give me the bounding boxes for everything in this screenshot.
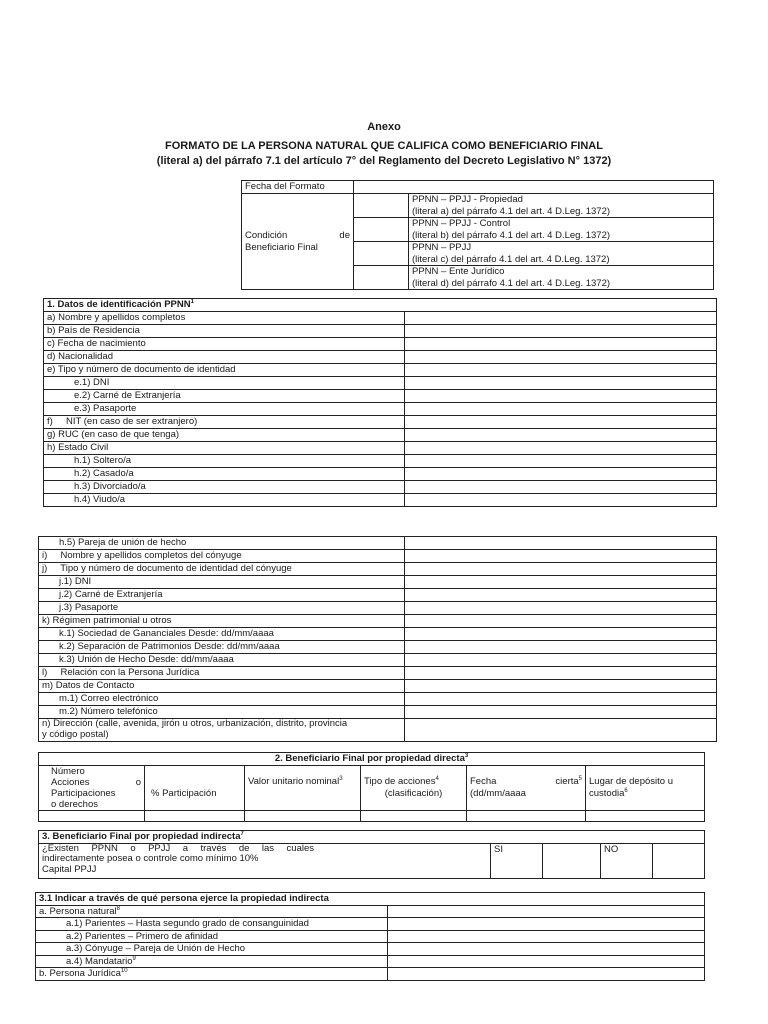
row-label: j.2) Carné de Extranjería (39, 589, 405, 602)
option-checkbox[interactable] (354, 194, 409, 218)
row-field[interactable] (405, 537, 717, 550)
row-label: b. Persona Jurídica$^{10}$ (36, 968, 388, 981)
row-label: m.1) Correo electrónico (39, 693, 405, 706)
row-field[interactable] (388, 905, 705, 918)
row-field[interactable] (388, 955, 705, 968)
row-field[interactable] (405, 680, 717, 693)
row-field[interactable] (405, 390, 717, 403)
row-label: k) Régimen patrimonial u otros (39, 615, 405, 628)
option-ppnn-ppjj: PPNN – PPJJ (literal c) del párrafo 4.1 del art. 4 D.Leg. 1372) (409, 242, 714, 266)
row-label: e.2) Carné de Extranjería (44, 390, 405, 403)
data-cell[interactable] (245, 811, 361, 822)
row-field[interactable] (388, 918, 705, 931)
row-field[interactable] (405, 377, 717, 390)
section1b-table (38, 536, 717, 742)
row-field[interactable] (405, 351, 717, 364)
row-label: e.1) DNI (44, 377, 405, 390)
option-control: PPNN – PPJJ - Control (literal b) del párrafo 4.1 del art. 4 D.Leg. 1372) (409, 218, 714, 242)
data-cell[interactable] (39, 811, 145, 822)
row-field[interactable] (405, 494, 717, 507)
row-label: m) Datos de Contacto (39, 680, 405, 693)
row-field[interactable] (405, 654, 717, 667)
indirect-question: ¿Existen PPNN o PPJJ a través de las cuales indirectamente posea o controle como mínimo 10% Capital PPJJ (39, 843, 491, 878)
row-field[interactable] (405, 403, 717, 416)
row-label: k.2) Separación de Patrimonios Desde: dd/mm/aaaa (39, 641, 405, 654)
row-label: c) Fecha de nacimiento (44, 338, 405, 351)
row-label: h.4) Viudo/a (44, 494, 405, 507)
data-cell[interactable] (467, 811, 586, 822)
row-field[interactable] (388, 968, 705, 981)
annex-heading: Anexo (367, 121, 401, 133)
row-label: h.2) Casado/a (44, 468, 405, 481)
section3-table (38, 830, 705, 879)
form-subtitle: (literal a) del párrafo 7.1 del artículo 7° del Reglamento del Decreto Legislativo N° 1372) (156, 155, 612, 167)
row-label: e) Tipo y número de documento de identidad (44, 364, 405, 377)
section1-table (43, 298, 717, 507)
row-label: m.2) Número telefónico (39, 706, 405, 719)
section1-title: 1. Datos de identificación PPNN$^1$ (44, 299, 717, 312)
no-label: NO (601, 843, 653, 878)
row-field[interactable] (405, 364, 717, 377)
row-field[interactable] (405, 576, 717, 589)
row-field[interactable] (388, 943, 705, 956)
row-field[interactable] (388, 930, 705, 943)
row-field[interactable] (405, 550, 717, 563)
row-label: b) País de Residencia (44, 325, 405, 338)
row-label: a.2) Parientes – Primero de afinidad (36, 930, 388, 943)
col-fecha-cierta: Fecha cierta$^5$ (dd/mm/aaaa (467, 766, 586, 811)
row-field[interactable] (405, 468, 717, 481)
no-checkbox[interactable] (653, 843, 705, 878)
row-field[interactable] (405, 719, 717, 742)
row-field[interactable] (405, 325, 717, 338)
row-label: d) Nacionalidad (44, 351, 405, 364)
row-field[interactable] (405, 667, 717, 680)
row-label: i) Nombre y apellidos completos del cónyuge (39, 550, 405, 563)
row-label: a.1) Parientes – Hasta segundo grado de consanguinidad (36, 918, 388, 931)
section31-table (35, 892, 705, 981)
row-label: a. Persona natural$^8$ (36, 905, 388, 918)
row-field[interactable] (405, 416, 717, 429)
section3-title: 3. Beneficiario Final por propiedad indirecta$^7$ (39, 831, 705, 844)
row-label: h.5) Pareja de unión de hecho (39, 537, 405, 550)
row-label: g) RUC (en caso de que tenga) (44, 429, 405, 442)
row-field[interactable] (405, 429, 717, 442)
row-label: k.3) Unión de Hecho Desde: dd/mm/aaaa (39, 654, 405, 667)
row-field[interactable] (405, 602, 717, 615)
row-field[interactable] (405, 693, 717, 706)
col-tipo-acciones: Tipo de acciones$^4$ (clasificación) (361, 766, 467, 811)
row-label: a.4) Mandatario$^9$ (36, 955, 388, 968)
condicion-label: Condición de Beneficiario Final (242, 194, 354, 290)
row-field[interactable] (405, 589, 717, 602)
row-label: h.3) Divorciado/a (44, 481, 405, 494)
row-label: j.3) Pasaporte (39, 602, 405, 615)
direccion-label: n) Dirección (calle, avenida, jirón u otros, urbanización, distrito, provincia y código postal) (39, 719, 405, 742)
fecha-label: Fecha del Formato (242, 181, 354, 194)
si-label: SI (491, 843, 543, 878)
row-label: h.1) Soltero/a (44, 455, 405, 468)
row-field[interactable] (405, 706, 717, 719)
row-field[interactable] (405, 442, 717, 455)
si-checkbox[interactable] (543, 843, 601, 878)
row-label: j) Tipo y número de documento de identidad del cónyuge (39, 563, 405, 576)
form-title: FORMATO DE LA PERSONA NATURAL QUE CALIFICA COMO BENEFICIARIO FINAL (165, 140, 603, 152)
row-label: f) NIT (en caso de ser extranjero) (44, 416, 405, 429)
col-lugar-deposito: Lugar de depósito u custodia$^6$ (586, 766, 705, 811)
data-cell[interactable] (586, 811, 705, 822)
option-checkbox[interactable] (354, 218, 409, 242)
data-cell[interactable] (145, 811, 245, 822)
section2-table (38, 752, 705, 822)
row-label: j.1) DNI (39, 576, 405, 589)
fecha-field[interactable] (354, 181, 714, 194)
format-table (241, 180, 714, 290)
col-participacion: % Participación (145, 766, 245, 811)
row-label: l) Relación con la Persona Jurídica (39, 667, 405, 680)
col-valor-unitario: Valor unitario nominal$^3$ (245, 766, 361, 811)
row-field[interactable] (405, 455, 717, 468)
row-field[interactable] (405, 481, 717, 494)
row-field[interactable] (405, 338, 717, 351)
row-field[interactable] (405, 641, 717, 654)
option-checkbox[interactable] (354, 266, 409, 290)
section2-title: 2. Beneficiario Final por propiedad directa$^3$ (39, 753, 705, 766)
row-label: h) Estado Civil (44, 442, 405, 455)
row-field[interactable] (405, 312, 717, 325)
option-propiedad: PPNN – PPJJ - Propiedad (literal a) del párrafo 4.1 del art. 4 D.Leg. 1372) (409, 194, 714, 218)
row-label: k.1) Sociedad de Gananciales Desde: dd/mm/aaaa (39, 628, 405, 641)
row-field[interactable] (405, 628, 717, 641)
row-field[interactable] (405, 563, 717, 576)
row-field[interactable] (405, 615, 717, 628)
data-cell[interactable] (361, 811, 467, 822)
option-checkbox[interactable] (354, 242, 409, 266)
option-ente-juridico: PPNN – Ente Jurídico (literal d) del párrafo 4.1 del art. 4 D.Leg. 1372) (409, 266, 714, 290)
row-label: e.3) Pasaporte (44, 403, 405, 416)
row-label: a.3) Cónyuge – Pareja de Unión de Hecho (36, 943, 388, 956)
section31-title: 3.1 Indicar a través de qué persona ejerce la propiedad indirecta (36, 893, 705, 906)
col-numero-acciones: Número Acciones o Participaciones o derechos (39, 766, 145, 811)
row-label: a) Nombre y apellidos completos (44, 312, 405, 325)
